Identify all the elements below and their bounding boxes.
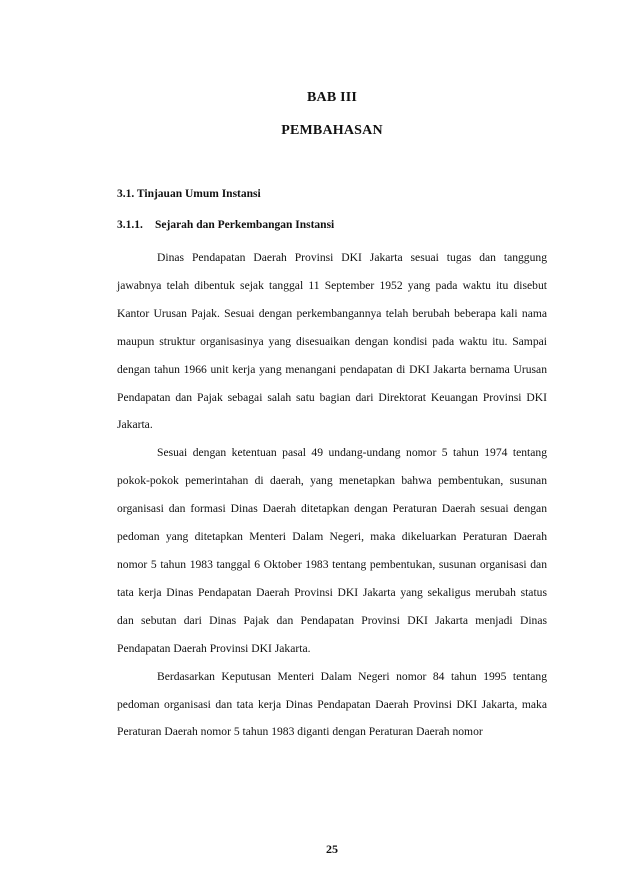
chapter-number: BAB III	[306, 90, 358, 105]
subsection-heading	[117, 218, 547, 232]
subsection-title: Sejarah dan Perkembangan Instansi	[155, 219, 335, 231]
paragraph: Sesuai dengan ketentuan pasal 49 undang-undang nomor 5 tahun 1974 tentang pokok-pokok pemerintahan di daerah, yang menetapkan bahwa pembentukan, susunan organisasi dan formasi Dinas Daerah ditetapkan dengan Peraturan Daerah sesuai dengan pedoman yang ditetapkan Menteri Dalam Negeri, maka dikeluarkan Peraturan Daerah nomor 5 tahun 1983 tanggal 6 Oktober 1983 tentang pembentukan, susunan organisasi dan tata kerja Dinas Pendapatan Daerah Provinsi DKI Jakarta yang sekaligus merubah status dan sebutan dari Dinas Pajak dan Pendapatan Provinsi DKI Jakarta menjadi Dinas Pendapatan Daerah Provinsi DKI Jakarta.	[117, 446, 547, 655]
subsection-number: 3.1.1.	[117, 219, 143, 231]
page-number: 25	[326, 842, 338, 856]
paragraph: Dinas Pendapatan Daerah Provinsi DKI Jakarta sesuai tugas dan tanggung jawabnya telah dibentuk sejak tanggal 11 September 1952 yang pada waktu itu disebut Kantor Urusan Pajak. Sesuai dengan perkembangannya telah berubah beberapa kali nama maupun struktur organisasinya yang disesuaikan dengan kondisi pada waktu itu. Sampai dengan tahun 1966 unit kerja yang menangani pendapatan di DKI Jakarta bernama Urusan Pendapatan dan Pajak sebagai salah satu bagian dari Direktorat Keuangan Provinsi DKI Jakarta.	[117, 251, 547, 432]
body-text	[117, 244, 547, 746]
section-heading: 3.1. Tinjauan Umum Instansi	[117, 188, 261, 200]
chapter-title: PEMBAHASAN	[281, 123, 383, 138]
paragraph: Berdasarkan Keputusan Menteri Dalam Negeri nomor 84 tahun 1995 tentang pedoman organisasi dan tata kerja Dinas Pendapatan Daerah Provinsi DKI Jakarta, maka Peraturan Daerah nomor 5 tahun 1983 diganti dengan Peraturan Daerah nomor	[117, 669, 547, 739]
